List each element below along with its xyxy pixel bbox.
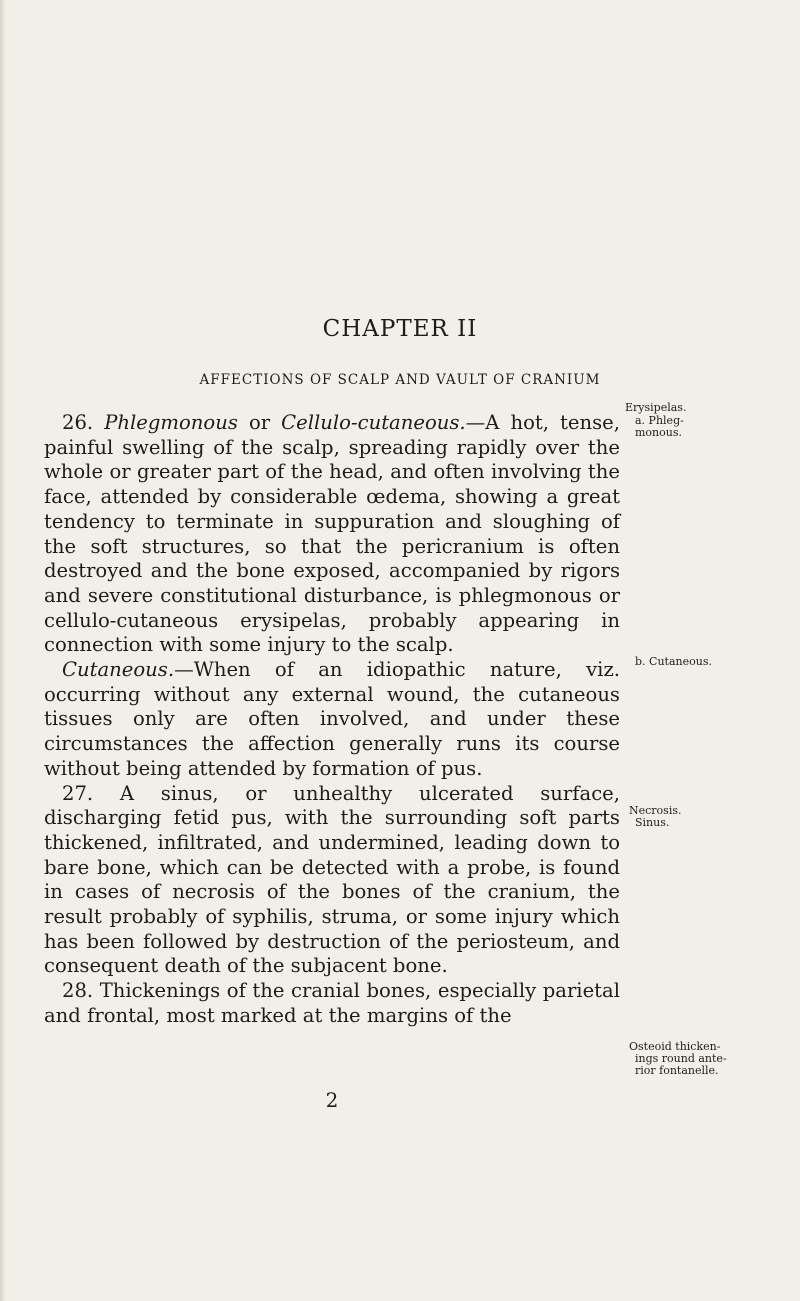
margin-note-erysipelas: Erysipelas. — [625, 401, 687, 414]
margin-note-phlegmonous-a: a. Phleg- — [635, 414, 684, 427]
margin-note-sinus: Sinus. — [635, 816, 670, 829]
paragraph-heading: Phlegmonous — [104, 411, 238, 434]
paragraph-text: —When of an idiopathic nature, viz. occurring without any external wound, the cutaneous tissues only are often involved, and under these circumstances the affection generally runs its course without being attended by formation of pus. — [44, 658, 620, 780]
body-text — [44, 411, 620, 1029]
margin-note-osteoid-1: Osteoid thicken- — [629, 1040, 721, 1053]
margin-note-phlegmonous-b: monous. — [635, 426, 682, 439]
paragraph-text: —A hot, tense, painful swelling of the scalp, spreading rapidly over the whole or greater part of the head, and often involving the face, attended by considerable œdema, showing a great tendency to terminate in suppuration and sloughing of the soft structures, so that the pericranium is often destroyed and the bone exposed, accompanied by rigors and severe constitutional disturbance, is phlegmonous or cellulo-cutaneous erysipelas, probably appearing in connection with some injury to the scalp. — [44, 411, 621, 657]
paragraph-26 — [44, 411, 620, 658]
page-number: 2 — [325, 1088, 339, 1112]
margin-note-osteoid-2: ings round ante- — [635, 1052, 727, 1065]
chapter-subtitle: AFFECTIONS OF SCALP AND VAULT OF CRANIUM — [199, 372, 601, 388]
paragraph-28: 28. Thickenings of the cranial bones, especially parietal and frontal, most marked at the margins of the — [44, 979, 620, 1027]
margin-note-cutaneous: b. Cutaneous. — [635, 655, 712, 668]
margin-note-necrosis: Necrosis. — [629, 804, 682, 817]
paragraph-heading-alt: Cellulo-cutaneous. — [281, 411, 466, 434]
paragraph-cutaneous — [44, 658, 620, 782]
paragraph-number: 26. — [62, 411, 105, 434]
paragraph-27: 27. A sinus, or unhealthy ulcerated surface, discharging fetid pus, with the surrounding soft parts thickened, infiltrated, and undermined, leading down to bare bone, which can be detected with a probe, is found in cases of necrosis of the bones of the cranium, the result probably of syphilis, struma, or some injury which has been followed by destruction of the periosteum, and consequent death of the subjacent bone. — [44, 781, 620, 978]
paragraph-heading-joiner: or — [237, 411, 282, 434]
paragraph-heading: Cutaneous. — [62, 658, 175, 682]
margin-note-osteoid-3: rior fontanelle. — [635, 1064, 719, 1077]
chapter-title: CHAPTER II — [322, 316, 478, 342]
